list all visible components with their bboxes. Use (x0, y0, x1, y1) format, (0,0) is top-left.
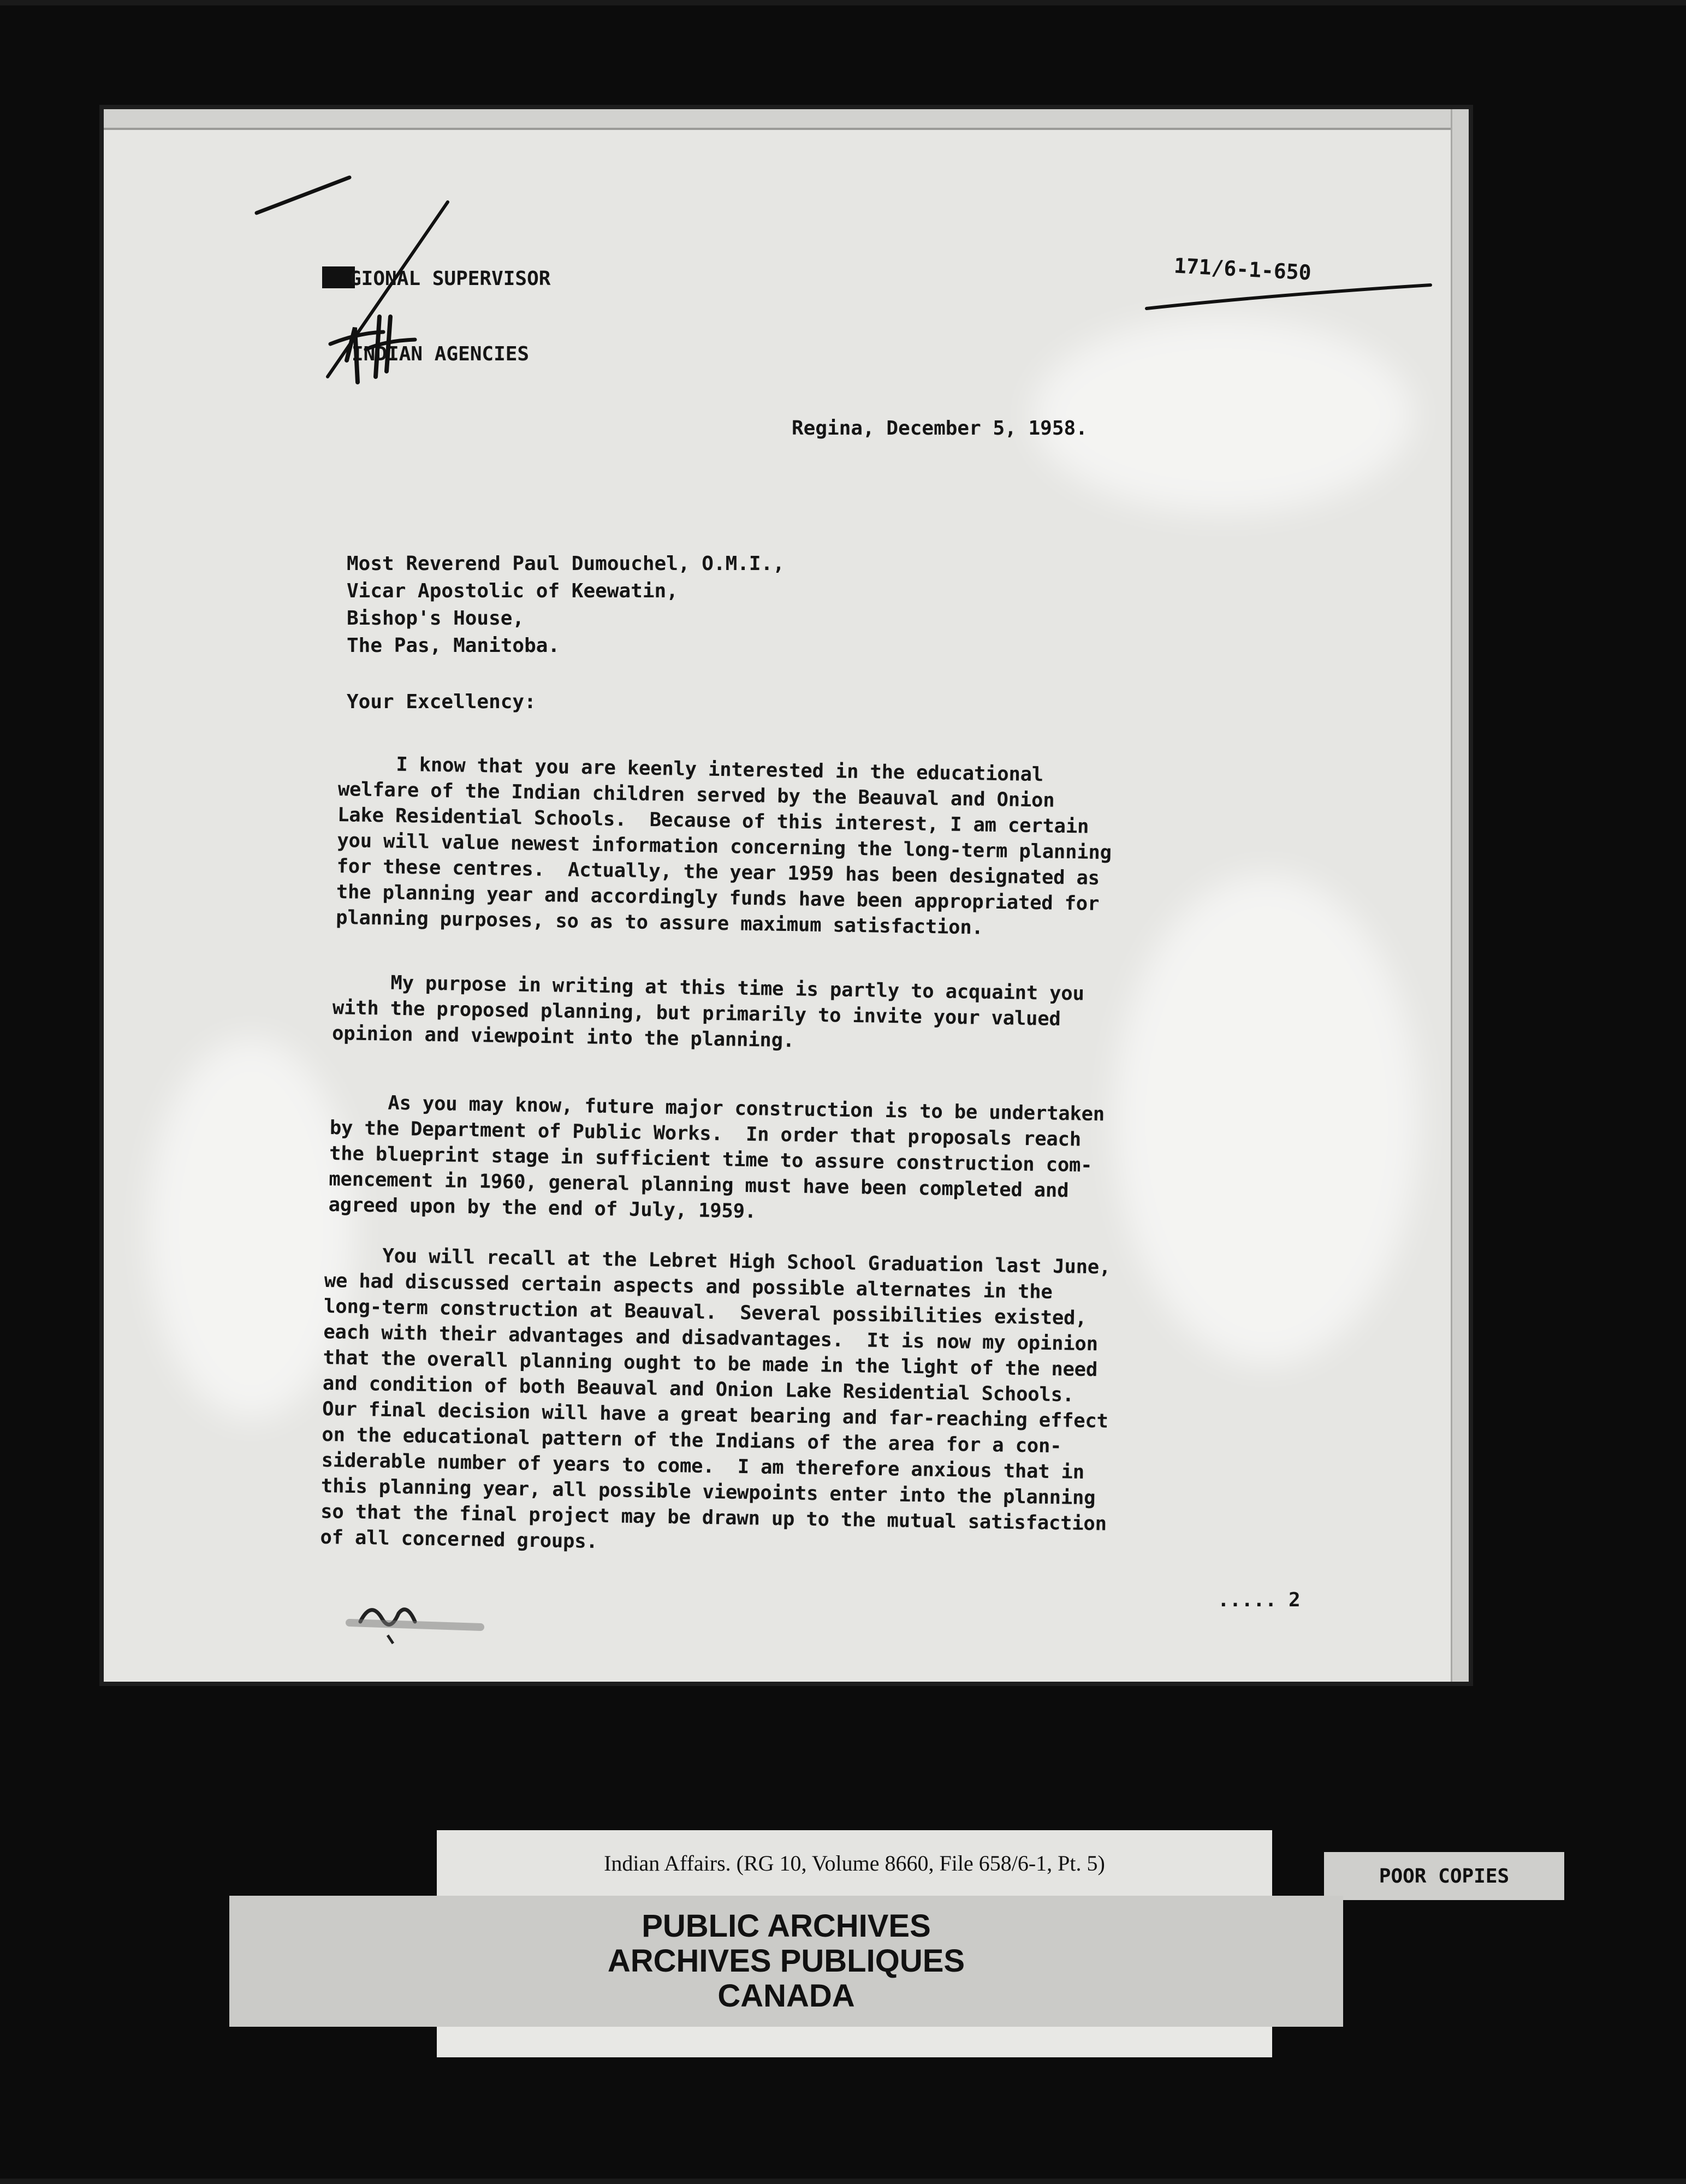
addressee-line: The Pas, Manitoba. (347, 634, 560, 657)
letter-page (104, 109, 1469, 1682)
body-paragraph: As you may know, future major construction is to be undertaken by the Department of Public Works. In order that proposals reach the blueprint stage in sufficient time to assure construction com- mencement in 1960, general planning must have been completed and agreed upon by the end of July, 1959. (328, 1090, 1105, 1223)
film-bottom-edge (0, 2179, 1686, 2184)
letter-right-fold (1451, 109, 1469, 1682)
body-paragraph: My purpose in writing at this time is partly to acquaint you with the proposed planning, but primarily to invite your valued opinion and viewpoint into the planning. (331, 970, 1085, 1052)
archive-reference-label: Indian Affairs. (RG 10, Volume 8660, File 658/6-1, Pt. 5) (437, 1830, 1272, 1896)
addressee-line: Bishop's House, (347, 607, 525, 630)
addressee-line: Vicar Apostolic of Keewatin, (347, 580, 678, 602)
file-number: 171/6-1-650 (1173, 253, 1312, 285)
file-number-underline (1141, 273, 1447, 317)
paper-stain (1032, 317, 1414, 513)
archive-country: CANADA (717, 1978, 855, 2014)
addressee-line: Most Reverend Paul Dumouchel, O.M.I., (347, 553, 785, 575)
handwritten-mark (339, 1589, 502, 1649)
archive-name-french: ARCHIVES PUBLIQUES (607, 1943, 965, 1979)
addressee-block (347, 550, 785, 660)
letterhead-title: GIONAL SUPERVISOR (349, 268, 551, 290)
body-paragraph: I know that you are keenly interested in the educational welfare of the Indian children served by the Beauval and Onion Lake Residential Schools. Because of this interest, I am certain you will value newest information concerning the long-term planning for these centres. Actually, the year 1959 has been designated as the planning year and accordingly funds have been appropriated for planning purposes, so as to assure maximum satisfaction. (335, 752, 1112, 939)
handwritten-initials (240, 131, 470, 393)
letterhead-subtitle: INDIAN AGENCIES (352, 343, 530, 365)
body-paragraph: You will recall at the Lebret High School Graduation last June, we had discussed certain aspects and possible alternates in the long-term construction at Beauval. Several possibilities existed, each with their advantages and disadvantages. It is now my opinion that the overall planning ought to be made in the light of the need and condition of both Beauval and Onion Lake Residential Schools. Our final decision will have a great bearing and far-reaching effect on the educational pattern of the Indians of the area for a con- siderable number of years to come. I am therefore anxious that in this planning year, all possible viewpoints enter into the planning so that the final project may be drawn up to the mutual satisfaction of all concerned groups. (320, 1243, 1111, 1553)
letter-top-fold (104, 109, 1469, 130)
film-top-edge (0, 0, 1686, 5)
salutation: Your Excellency: (347, 691, 536, 713)
poor-copies-label: POOR COPIES (1324, 1852, 1564, 1900)
date-line: Regina, December 5, 1958. (792, 417, 1088, 440)
page-continuation: ..... 2 (1218, 1589, 1301, 1611)
public-archives-label (229, 1896, 1343, 2027)
label-bottom-strip (437, 2027, 1272, 2057)
archive-name-english: PUBLIC ARCHIVES (642, 1908, 931, 1944)
